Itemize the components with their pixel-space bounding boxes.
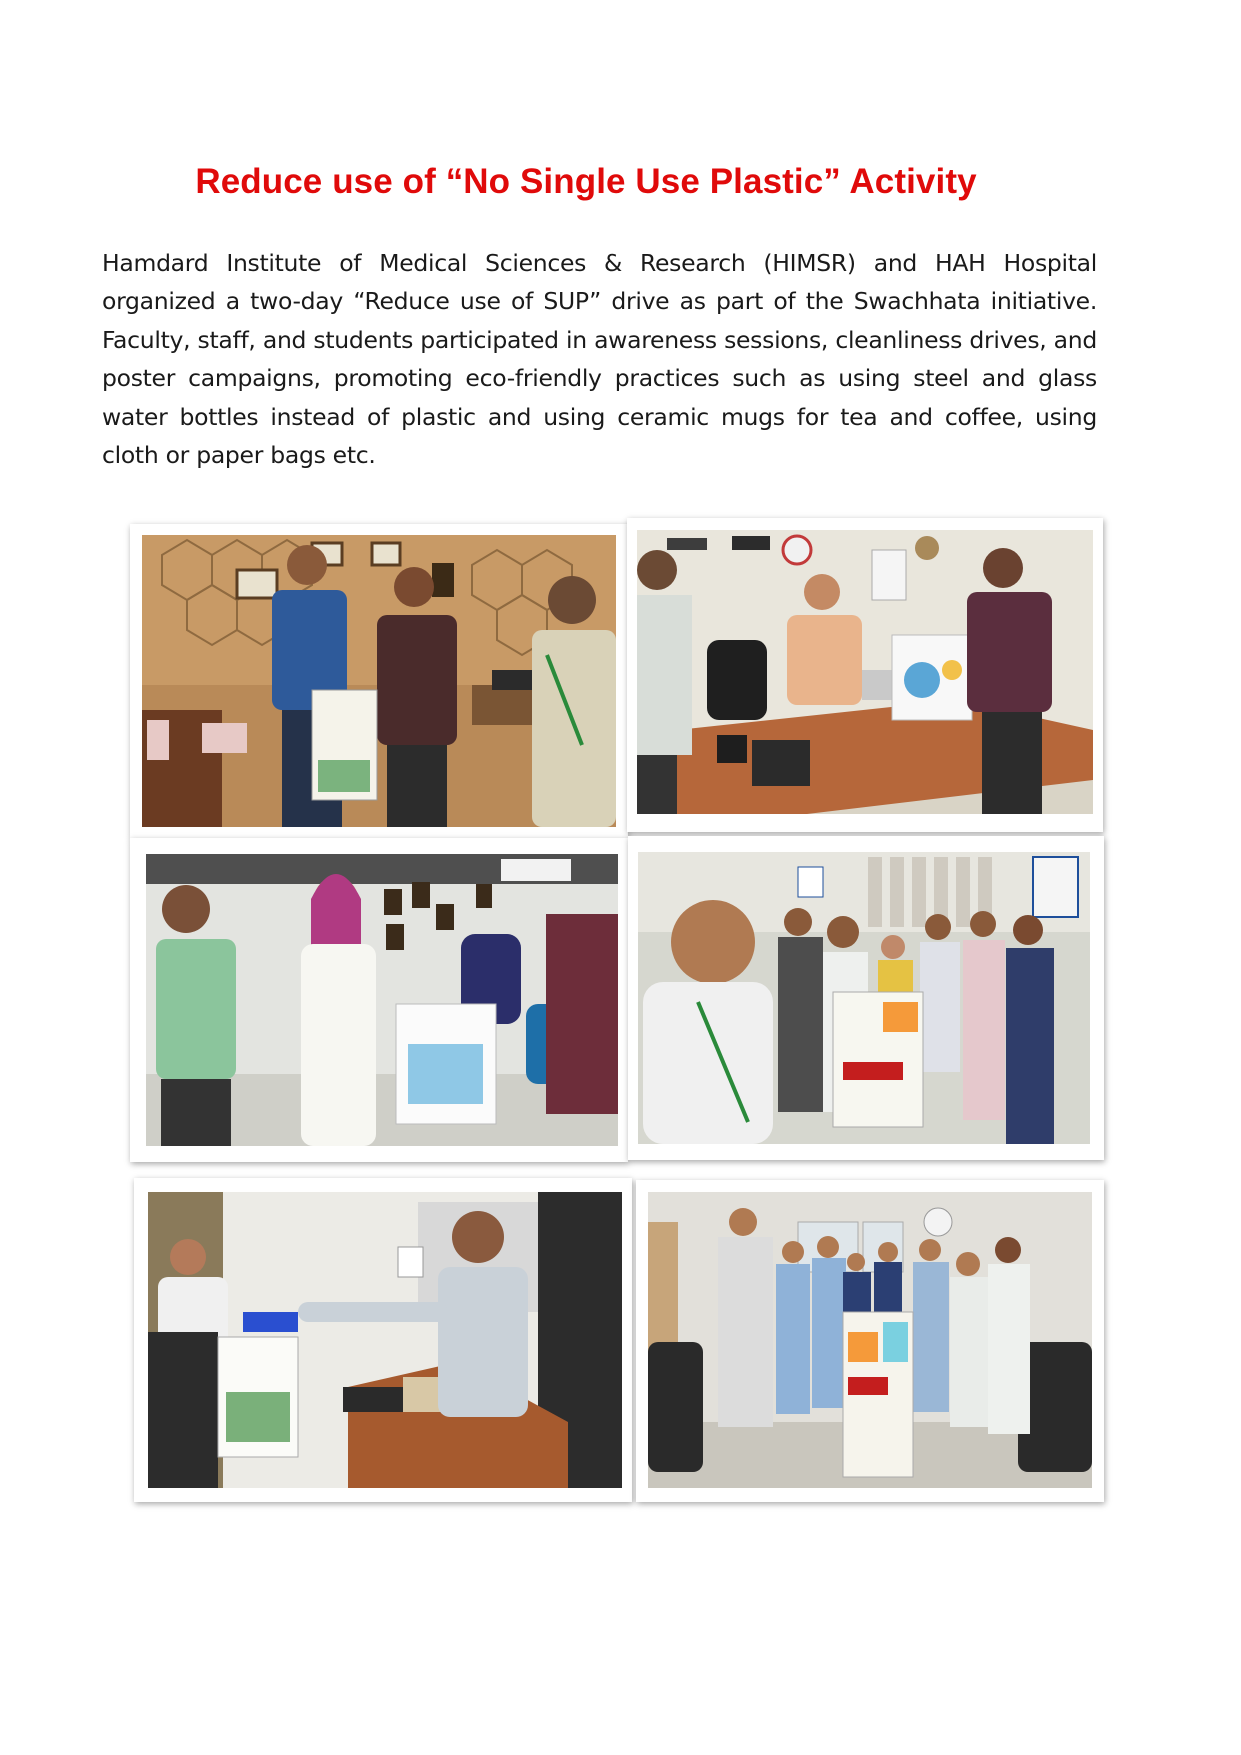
photo-5 [134,1178,632,1502]
description-paragraph: Hamdard Institute of Medical Sciences & Research (HIMSR) and HAH Hospital organized a two-day “Reduce use of SUP” drive as part of the Swachhata initiative. Faculty, staff, and students participated in awareness sessions, cleanliness drives, and poster campaigns, promoting eco-friendly practices such as using steel and glass water bottles instead of plastic and using ceramic mugs for tea and coffee, using cloth or paper bags etc. [102,249,1097,470]
photo-1 [130,524,628,838]
photo-2 [627,518,1103,832]
photo-4 [628,836,1104,1160]
page-title: Reduce use of “No Single Use Plastic” Activity [195,162,977,201]
photo-3 [130,838,628,1162]
photo-6 [636,1180,1104,1502]
